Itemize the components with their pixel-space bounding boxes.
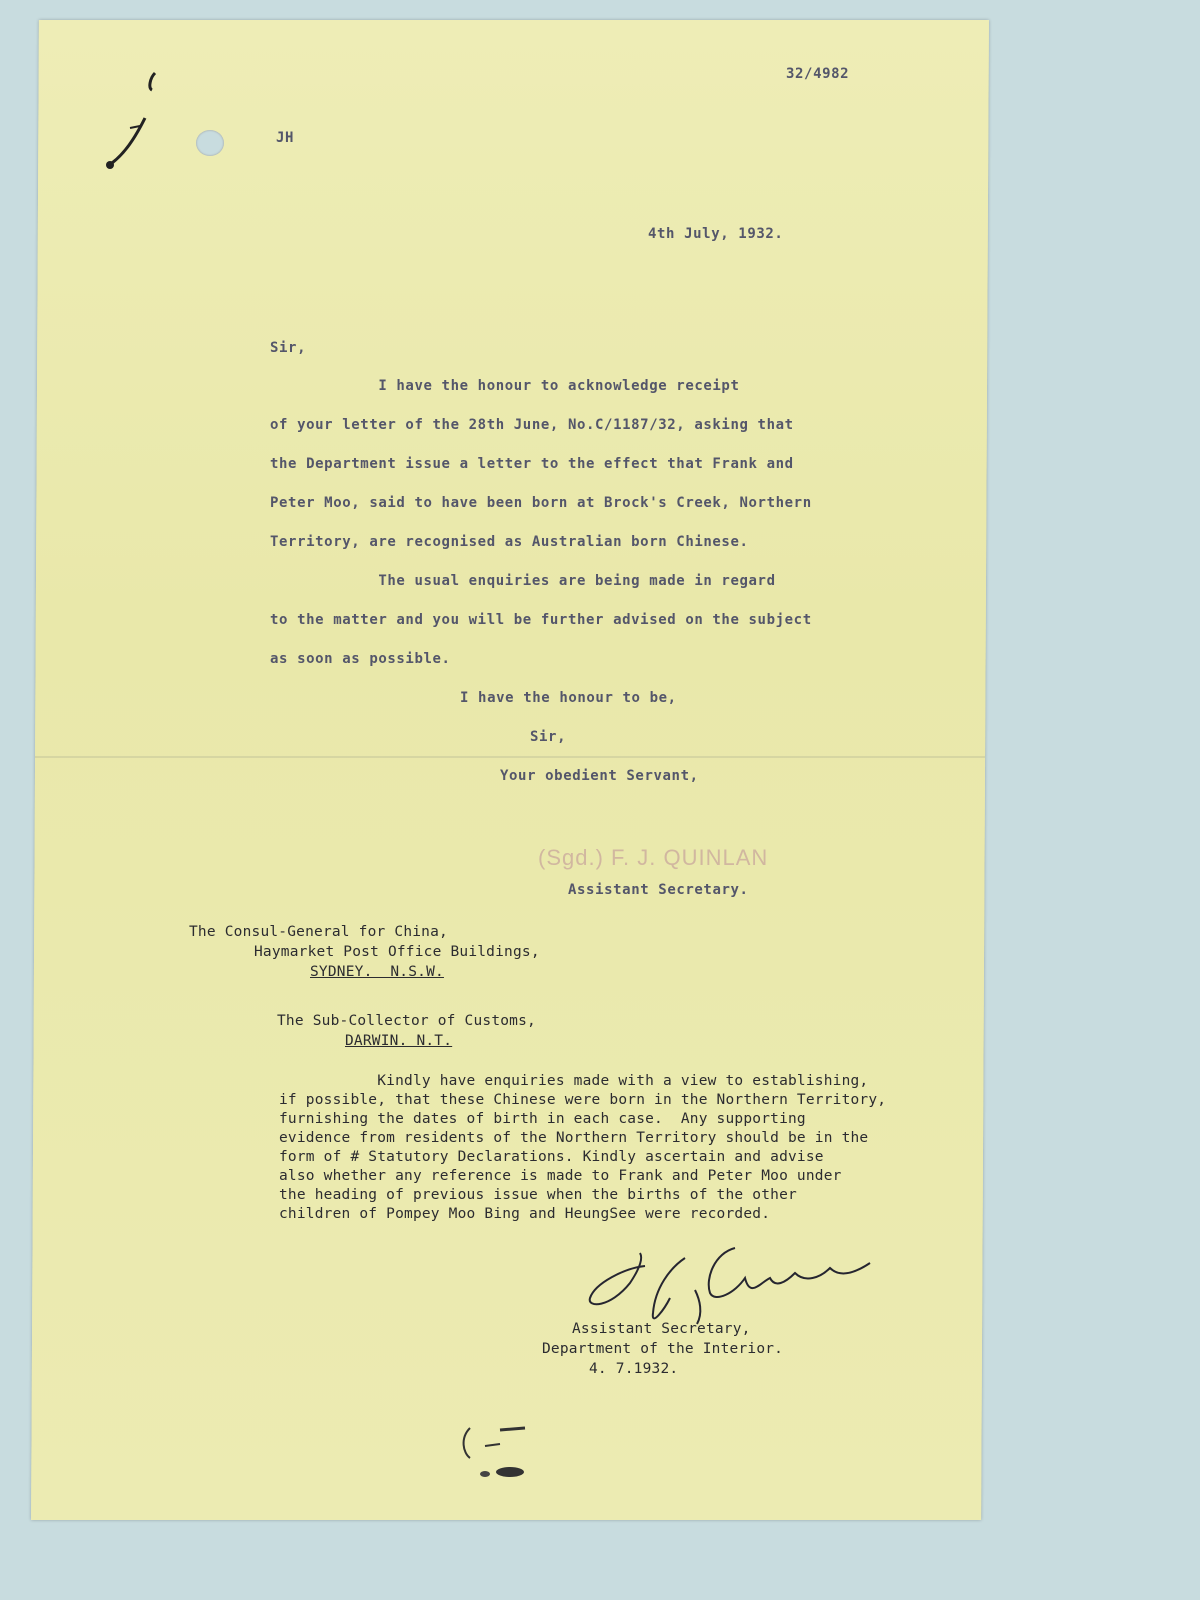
pin-mark-icon <box>100 68 160 178</box>
memo-line: Kindly have enquiries made with a view to establishing, <box>279 1073 869 1089</box>
memo-line: if possible, that these Chinese were born in the Northern Territory, <box>279 1092 887 1108</box>
body-line: as soon as possible. <box>270 651 451 667</box>
memo-recipient-line-1: The Sub-Collector of Customs, <box>277 1013 536 1029</box>
memo-sign-date: 4. 7.1932. <box>589 1361 679 1377</box>
memo-sign-department: Department of the Interior. <box>542 1341 784 1357</box>
signatory-title: Assistant Secretary. <box>568 882 749 898</box>
initials: JH <box>276 130 295 146</box>
body-line: Peter Moo, said to have been born at Brock's Creek, Northern <box>270 495 812 511</box>
memo-line: also whether any reference is made to Frank and Peter Moo under <box>279 1168 842 1184</box>
handwritten-signature <box>585 1238 895 1328</box>
signature-stamp: (Sgd.) F. J. QUINLAN <box>538 845 769 870</box>
memo-sign-title: Assistant Secretary, <box>572 1321 751 1337</box>
addressee-line-2: Haymarket Post Office Buildings, <box>254 944 540 960</box>
closing-line-1: I have the honour to be, <box>460 690 677 706</box>
ink-smudge-icon <box>455 1418 545 1488</box>
body-line: of your letter of the 28th June, No.C/1187/32, asking that <box>270 417 794 433</box>
memo-line: evidence from residents of the Northern Territory should be in the <box>279 1130 869 1146</box>
body-line: Territory, are recognised as Australian born Chinese. <box>270 534 749 550</box>
memo-recipient-line-2: DARWIN. N.T. <box>345 1033 453 1049</box>
salutation: Sir, <box>270 340 307 356</box>
paper-fold-line <box>35 756 985 758</box>
body-line: The usual enquiries are being made in regard <box>270 573 776 589</box>
letter-date: 4th July, 1932. <box>648 226 784 242</box>
memo-line: the heading of previous issue when the births of the other <box>279 1187 797 1203</box>
memo-line: furnishing the dates of birth in each case. Any supporting <box>279 1111 806 1127</box>
body-line: to the matter and you will be further advised on the subject <box>270 612 812 628</box>
addressee-line-3: SYDNEY. N.S.W. <box>310 964 444 980</box>
memo-line: children of Pompey Moo Bing and HeungSee were recorded. <box>279 1206 771 1222</box>
closing-line-2: Sir, <box>530 729 567 745</box>
body-line: the Department issue a letter to the effect that Frank and <box>270 456 794 472</box>
body-line: I have the honour to acknowledge receipt <box>270 378 740 394</box>
closing-line-3: Your obedient Servant, <box>500 768 699 784</box>
file-number: 32/4982 <box>786 66 850 82</box>
addressee-line-1: The Consul-General for China, <box>189 924 448 940</box>
memo-line: form of # Statutory Declarations. Kindly ascertain and advise <box>279 1149 824 1165</box>
punch-hole <box>196 130 224 156</box>
